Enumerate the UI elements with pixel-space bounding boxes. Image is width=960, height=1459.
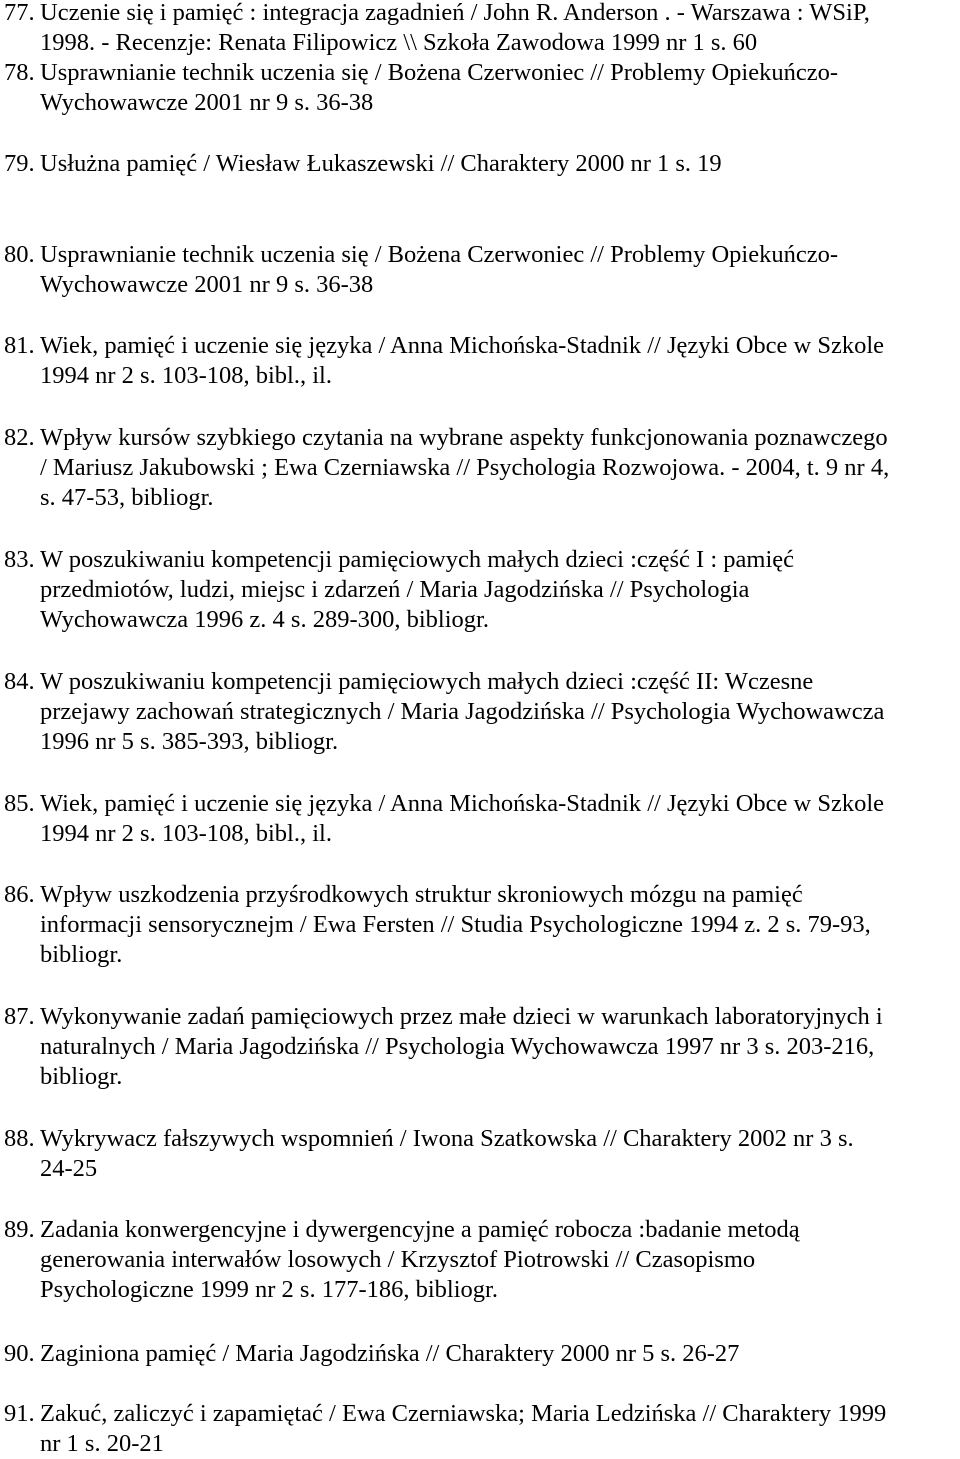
entry-text-line: Usłużna pamięć / Wiesław Łukaszewski // Charaktery 2000 nr 1 s. 19 [40, 150, 722, 177]
bibliography-entry-82 [4, 423, 956, 513]
entry-text-line: Uczenie się i pamięć : integracja zagadnień / John R. Anderson . - Warszawa : WSiP, [40, 0, 870, 26]
entry-number: 88. [4, 1125, 35, 1152]
entry-text-line: Wpływ kursów szybkiego czytania na wybrane aspekty funkcjonowania poznawczego [40, 424, 888, 451]
entry-number: 85. [4, 790, 35, 817]
bibliography-entry-85 [4, 789, 956, 849]
entry-number: 91. [4, 1400, 35, 1427]
entry-text-line: Usprawnianie technik uczenia się / Bożena Czerwoniec // Problemy Opiekuńczo- [40, 241, 839, 268]
entry-number: 78. [4, 59, 35, 86]
entry-text-line: bibliogr. [40, 1063, 123, 1090]
entry-text-line: 24-25 [40, 1155, 98, 1182]
entry-text-line: 1996 nr 5 s. 385-393, bibliogr. [40, 728, 339, 755]
entry-text-line: przejawy zachowań strategicznych / Maria Jagodzińska // Psychologia Wychowawcza [40, 698, 885, 725]
entry-text-line: Wykonywanie zadań pamięciowych przez małe dzieci w warunkach laboratoryjnych i [40, 1003, 883, 1030]
entry-text-line: Wpływ uszkodzenia przyśrodkowych struktur skroniowych mózgu na pamięć [40, 881, 803, 908]
entry-text-line: generowania interwałów losowych / Krzysztof Piotrowski // Czasopismo [40, 1246, 756, 1273]
entry-text-line: Wiek, pamięć i uczenie się języka / Anna Michońska-Stadnik // Języki Obce w Szkole [40, 790, 885, 817]
entry-text-line: 1998. - Recenzje: Renata Filipowicz \\ Szkoła Zawodowa 1999 nr 1 s. 60 [40, 29, 758, 56]
entry-number: 80. [4, 241, 35, 268]
bibliography-entry-83 [4, 545, 956, 635]
entry-text-line: Wychowawcza 1996 z. 4 s. 289-300, bibliogr. [40, 606, 489, 633]
bibliography-entry-81 [4, 331, 956, 391]
entry-text-line: Zadania konwergencyjne i dywergencyjne a pamięć robocza :badanie metodą [40, 1216, 800, 1243]
entry-text-line: Wychowawcze 2001 nr 9 s. 36-38 [40, 89, 374, 116]
bibliography-entry-86 [4, 880, 956, 970]
entry-number: 86. [4, 881, 35, 908]
entry-number: 90. [4, 1340, 35, 1367]
entry-number: 79. [4, 150, 35, 177]
entry-number: 82. [4, 424, 35, 451]
entry-text-line: W poszukiwaniu kompetencji pamięciowych małych dzieci :część I : pamięć [40, 546, 794, 573]
entry-text-line: Wiek, pamięć i uczenie się języka / Anna Michońska-Stadnik // Języki Obce w Szkole [40, 332, 885, 359]
entry-text-line: Wychowawcze 2001 nr 9 s. 36-38 [40, 271, 374, 298]
entry-number: 81. [4, 332, 35, 359]
entry-text-line: Zaginiona pamięć / Maria Jagodzińska // Charaktery 2000 nr 5 s. 26-27 [40, 1340, 740, 1367]
entry-text-line: Wykrywacz fałszywych wspomnień / Iwona Szatkowska // Charaktery 2002 nr 3 s. [40, 1125, 854, 1152]
bibliography-entry-78 [4, 58, 956, 118]
bibliography-entry-87 [4, 1002, 956, 1092]
entry-text-line: / Mariusz Jakubowski ; Ewa Czerniawska // Psychologia Rozwojowa. - 2004, t. 9 nr 4, [40, 454, 890, 481]
entry-number: 87. [4, 1003, 35, 1030]
entry-number: 89. [4, 1216, 35, 1243]
bibliography-entry-79 [4, 149, 956, 179]
bibliography-entry-89 [4, 1215, 956, 1305]
bibliography-entry-80 [4, 240, 956, 300]
entry-text-line: 1994 nr 2 s. 103-108, bibl., il. [40, 820, 332, 847]
bibliography-entry-88 [4, 1124, 956, 1184]
entry-text-line: informacji sensorycznejm / Ewa Fersten // Studia Psychologiczne 1994 z. 2 s. 79-93, [40, 911, 871, 938]
entry-number: 83. [4, 546, 35, 573]
entry-number: 77. [4, 0, 35, 26]
bibliography-entry-91 [4, 1399, 956, 1459]
entry-text-line: s. 47-53, bibliogr. [40, 484, 214, 511]
entry-text-line: bibliogr. [40, 941, 123, 968]
entry-text-line: 1994 nr 2 s. 103-108, bibl., il. [40, 362, 332, 389]
entry-text-line: W poszukiwaniu kompetencji pamięciowych małych dzieci :część II: Wczesne [40, 668, 814, 695]
entry-number: 84. [4, 668, 35, 695]
entry-text-line: przedmiotów, ludzi, miejsc i zdarzeń / Maria Jagodzińska // Psychologia [40, 576, 750, 603]
bibliography-entry-90 [4, 1339, 956, 1369]
bibliography-entry-77 [4, 0, 956, 58]
entry-text-line: nr 1 s. 20-21 [40, 1430, 164, 1457]
entry-text-line: naturalnych / Maria Jagodzińska // Psychologia Wychowawcza 1997 nr 3 s. 203-216, [40, 1033, 875, 1060]
entry-text-line: Usprawnianie technik uczenia się / Bożena Czerwoniec // Problemy Opiekuńczo- [40, 59, 839, 86]
bibliography-entry-84 [4, 667, 956, 757]
entry-text-line: Zakuć, zaliczyć i zapamiętać / Ewa Czerniawska; Maria Ledzińska // Charaktery 1999 [40, 1400, 887, 1427]
entry-text-line: Psychologiczne 1999 nr 2 s. 177-186, bibliogr. [40, 1276, 498, 1303]
